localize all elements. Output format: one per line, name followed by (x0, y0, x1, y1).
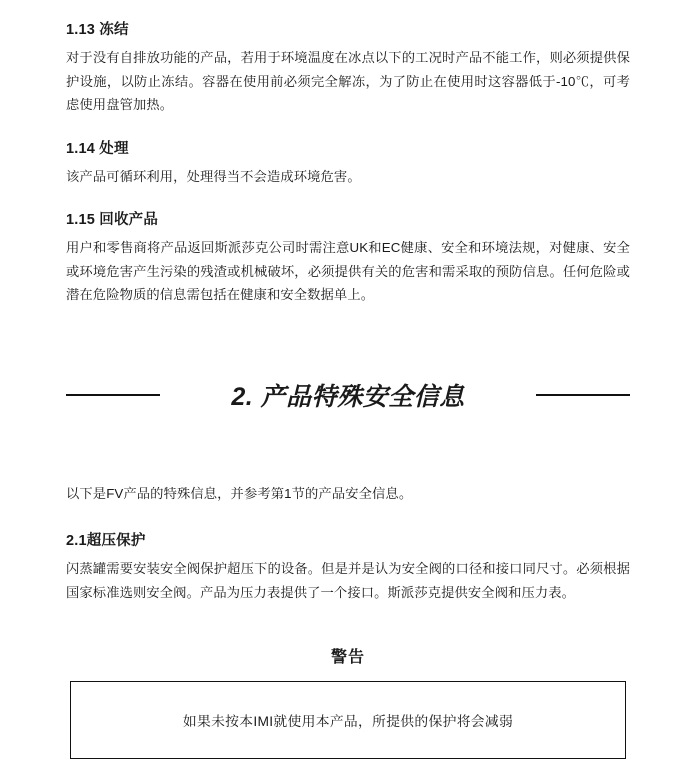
section-body-1-13: 对于没有自排放功能的产品，若用于环境温度在冰点以下的工况时产品不能工作，则必须提供保护设施，以防止冻结。容器在使用前必须完全解冻，为了防止在使用时这容器低于-10℃，可考虑使用盘管加热。 (66, 50, 630, 112)
section-heading-2-1: 2.1超压保护 (66, 533, 146, 549)
chapter-title-row (66, 377, 630, 413)
chapter-intro: 以下是FV产品的特殊信息，并参考第1节的产品安全信息。 (66, 485, 413, 501)
section-heading-1-14: 1.14 处理 (66, 140, 129, 157)
warning-title: 警告 (330, 649, 365, 666)
section-heading-1-13: 1.13 冻结 (66, 22, 129, 38)
section-body-1-15: 用户和零售商将产品返回斯派莎克公司时需注意UK和EC健康、安全和环境法规，对健康、安全或环境危害产生污染的残渣或机械破坏，必须提供有关的危害和需采取的预防信息。任何危险或潜在危险物质的信息需包括在健康和安全数据单上。 (66, 240, 630, 302)
chapter-rule-left (66, 394, 160, 396)
section-body-2-1: 闪蒸罐需要安装安全阀保护超压下的设备。但是并是认为安全阀的口径和接口同尺寸。必须根据国家标准选则安全阀。产品为压力表提供了一个接口。斯派莎克提供安全阀和压力表。 (66, 561, 630, 600)
section-body-1-14: 该产品可循环利用，处理得当不会造成环境危害。 (66, 168, 361, 184)
chapter-rule-right (536, 394, 630, 396)
warning-box (70, 681, 626, 759)
section-heading-1-15: 1.15 回收产品 (66, 212, 159, 228)
chapter-title: 2. 产品特殊安全信息 (231, 382, 465, 411)
warning-text: 如果未按本IMI就使用本产品，所提供的保护将会减弱 (182, 714, 514, 729)
